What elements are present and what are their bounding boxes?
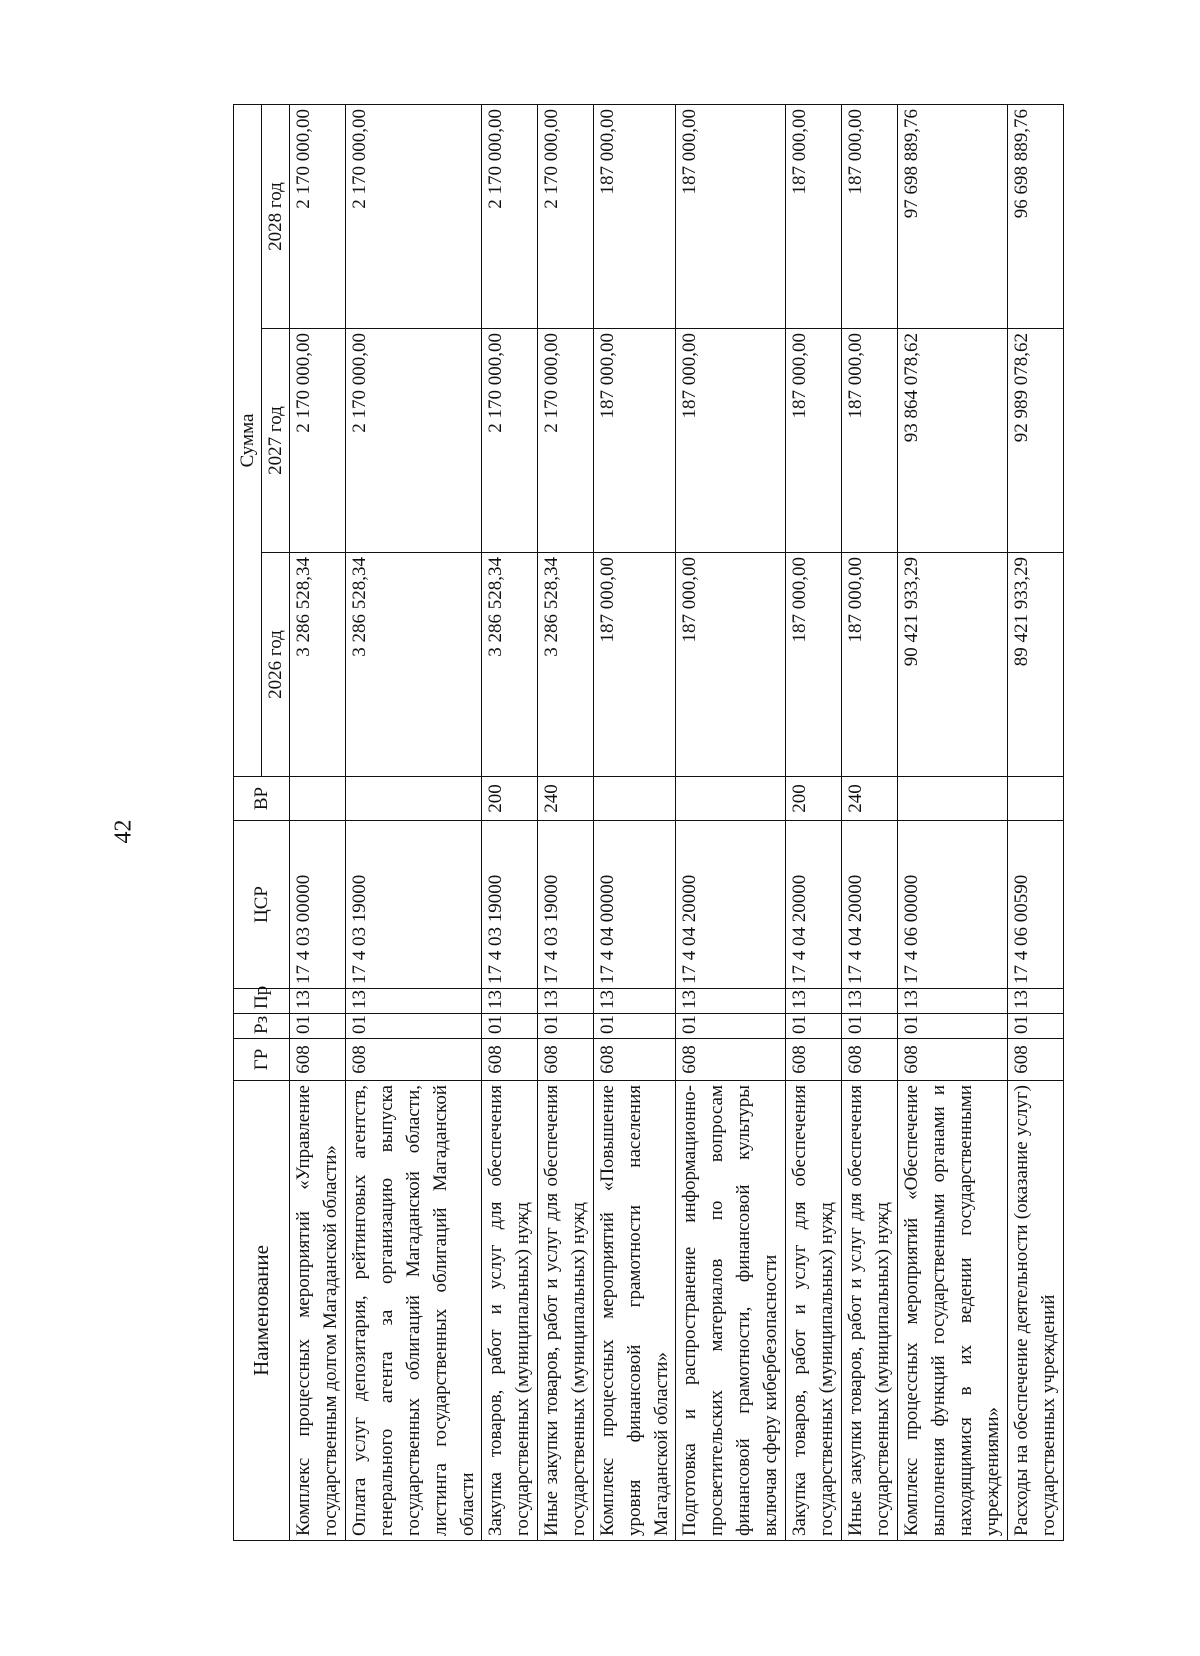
cell-gr: 608	[482, 1039, 538, 1081]
cell-csr: 17 4 03 19000	[538, 821, 594, 989]
cell-vr	[346, 777, 482, 821]
header-gr: ГР	[234, 1039, 290, 1081]
cell-sum-2026: 3 286 528,34	[538, 553, 594, 777]
cell-name: Закупка товаров, работ и услуг для обеспечения государственных (муниципальных) нужд	[786, 1081, 842, 1541]
header-name: Наименование	[234, 1081, 290, 1541]
cell-rz: 01	[1008, 1014, 1064, 1039]
header-sum: Сумма	[234, 105, 262, 777]
cell-rz: 01	[538, 1014, 594, 1039]
cell-pr: 13	[786, 989, 842, 1014]
rotated-table-wrapper	[233, 105, 1059, 1541]
cell-csr: 17 4 03 19000	[482, 821, 538, 989]
cell-name: Закупка товаров, работ и услуг для обеспечения государственных (муниципальных) нужд	[482, 1081, 538, 1541]
table-row	[346, 105, 482, 1541]
cell-sum-2027: 187 000,00	[786, 329, 842, 553]
cell-name: Комплекс процессных мероприятий «Повышение уровня финансовой грамотности населения Магаданской области»	[594, 1081, 676, 1541]
cell-vr	[898, 777, 1008, 821]
cell-pr: 13	[346, 989, 482, 1014]
cell-csr: 17 4 04 20000	[676, 821, 786, 989]
cell-pr: 13	[290, 989, 346, 1014]
cell-sum-2026: 90 421 933,29	[898, 553, 1008, 777]
header-pr: Пр	[234, 989, 290, 1014]
cell-rz: 01	[482, 1014, 538, 1039]
table-row	[594, 105, 676, 1541]
cell-name: Подготовка и распространение информационно-просветительских материалов по вопросам финансовой грамотности, финансовой культуры включая сферу кибербезопасности	[676, 1081, 786, 1541]
budget-table	[233, 104, 1064, 1541]
cell-sum-2026: 3 286 528,34	[346, 553, 482, 777]
cell-gr: 608	[1008, 1039, 1064, 1081]
cell-rz: 01	[676, 1014, 786, 1039]
table-row	[786, 105, 842, 1541]
cell-name: Оплата услуг депозитария, рейтинговых агентств, генерального агента за организацию выпуска государственных облигаций Магаданской области, листинга государственных облигаций Магаданской области	[346, 1081, 482, 1541]
cell-vr: 200	[482, 777, 538, 821]
cell-sum-2028: 187 000,00	[594, 105, 676, 329]
cell-pr: 13	[538, 989, 594, 1014]
cell-vr	[676, 777, 786, 821]
cell-name: Иные закупки товаров, работ и услуг для обеспечения государственных (муниципальных) нужд	[842, 1081, 898, 1541]
table-row	[1008, 105, 1064, 1541]
cell-vr	[1008, 777, 1064, 821]
cell-sum-2028: 2 170 000,00	[346, 105, 482, 329]
cell-vr	[594, 777, 676, 821]
cell-name: Иные закупки товаров, работ и услуг для обеспечения государственных (муниципальных) нужд	[538, 1081, 594, 1541]
cell-rz: 01	[346, 1014, 482, 1039]
cell-vr: 200	[786, 777, 842, 821]
cell-sum-2027: 187 000,00	[676, 329, 786, 553]
cell-sum-2027: 93 864 078,62	[898, 329, 1008, 553]
cell-sum-2028: 2 170 000,00	[482, 105, 538, 329]
table-header	[234, 105, 290, 1541]
cell-sum-2026: 187 000,00	[786, 553, 842, 777]
table-row	[290, 105, 346, 1541]
cell-gr: 608	[290, 1039, 346, 1081]
cell-sum-2027: 2 170 000,00	[346, 329, 482, 553]
cell-sum-2027: 2 170 000,00	[290, 329, 346, 553]
table-row	[538, 105, 594, 1541]
cell-gr: 608	[594, 1039, 676, 1081]
cell-gr: 608	[842, 1039, 898, 1081]
cell-vr	[290, 777, 346, 821]
header-rz: Рз	[234, 1014, 290, 1039]
cell-sum-2028: 187 000,00	[676, 105, 786, 329]
header-year-2026: 2026 год	[262, 553, 290, 777]
cell-sum-2026: 3 286 528,34	[482, 553, 538, 777]
cell-sum-2028: 2 170 000,00	[538, 105, 594, 329]
cell-sum-2028: 187 000,00	[842, 105, 898, 329]
cell-rz: 01	[594, 1014, 676, 1039]
cell-sum-2027: 187 000,00	[594, 329, 676, 553]
cell-gr: 608	[898, 1039, 1008, 1081]
table-row	[482, 105, 538, 1541]
cell-vr: 240	[538, 777, 594, 821]
cell-rz: 01	[290, 1014, 346, 1039]
cell-sum-2026: 187 000,00	[842, 553, 898, 777]
table-row	[898, 105, 1008, 1541]
header-year-2027: 2027 год	[262, 329, 290, 553]
table-body	[290, 105, 1064, 1541]
cell-sum-2028: 187 000,00	[786, 105, 842, 329]
cell-sum-2028: 97 698 889,76	[898, 105, 1008, 329]
cell-pr: 13	[842, 989, 898, 1014]
cell-csr: 17 4 03 19000	[346, 821, 482, 989]
cell-gr: 608	[786, 1039, 842, 1081]
cell-sum-2027: 187 000,00	[842, 329, 898, 553]
cell-sum-2027: 2 170 000,00	[538, 329, 594, 553]
cell-sum-2026: 89 421 933,29	[1008, 553, 1064, 777]
cell-csr: 17 4 03 00000	[290, 821, 346, 989]
cell-sum-2028: 96 698 889,76	[1008, 105, 1064, 329]
cell-csr: 17 4 04 00000	[594, 821, 676, 989]
cell-pr: 13	[898, 989, 1008, 1014]
cell-pr: 13	[594, 989, 676, 1014]
cell-sum-2026: 187 000,00	[676, 553, 786, 777]
cell-rz: 01	[842, 1014, 898, 1039]
cell-csr: 17 4 04 20000	[786, 821, 842, 989]
cell-sum-2027: 2 170 000,00	[482, 329, 538, 553]
header-year-2028: 2028 год	[262, 105, 290, 329]
page-number: 42	[110, 819, 137, 844]
cell-rz: 01	[898, 1014, 1008, 1039]
cell-sum-2026: 187 000,00	[594, 553, 676, 777]
cell-sum-2027: 92 989 078,62	[1008, 329, 1064, 553]
cell-name: Комплекс процессных мероприятий «Управление государственным долгом Магаданской области»	[290, 1081, 346, 1541]
cell-gr: 608	[346, 1039, 482, 1081]
cell-csr: 17 4 04 20000	[842, 821, 898, 989]
cell-sum-2028: 2 170 000,00	[290, 105, 346, 329]
cell-name: Расходы на обеспечение деятельности (оказание услуг) государственных учреждений	[1008, 1081, 1064, 1541]
cell-sum-2026: 3 286 528,34	[290, 553, 346, 777]
cell-vr: 240	[842, 777, 898, 821]
header-vr: ВР	[234, 777, 290, 821]
table-row	[842, 105, 898, 1541]
cell-pr: 13	[482, 989, 538, 1014]
cell-gr: 608	[538, 1039, 594, 1081]
cell-rz: 01	[786, 1014, 842, 1039]
cell-gr: 608	[676, 1039, 786, 1081]
cell-name: Комплекс процессных мероприятий «Обеспечение выполнения функций государственными органами и находящимися в их ведении государственными учреждениями»	[898, 1081, 1008, 1541]
table-row	[676, 105, 786, 1541]
cell-csr: 17 4 06 00590	[1008, 821, 1064, 989]
cell-pr: 13	[676, 989, 786, 1014]
cell-csr: 17 4 06 00000	[898, 821, 1008, 989]
cell-pr: 13	[1008, 989, 1064, 1014]
header-csr: ЦСР	[234, 821, 290, 989]
